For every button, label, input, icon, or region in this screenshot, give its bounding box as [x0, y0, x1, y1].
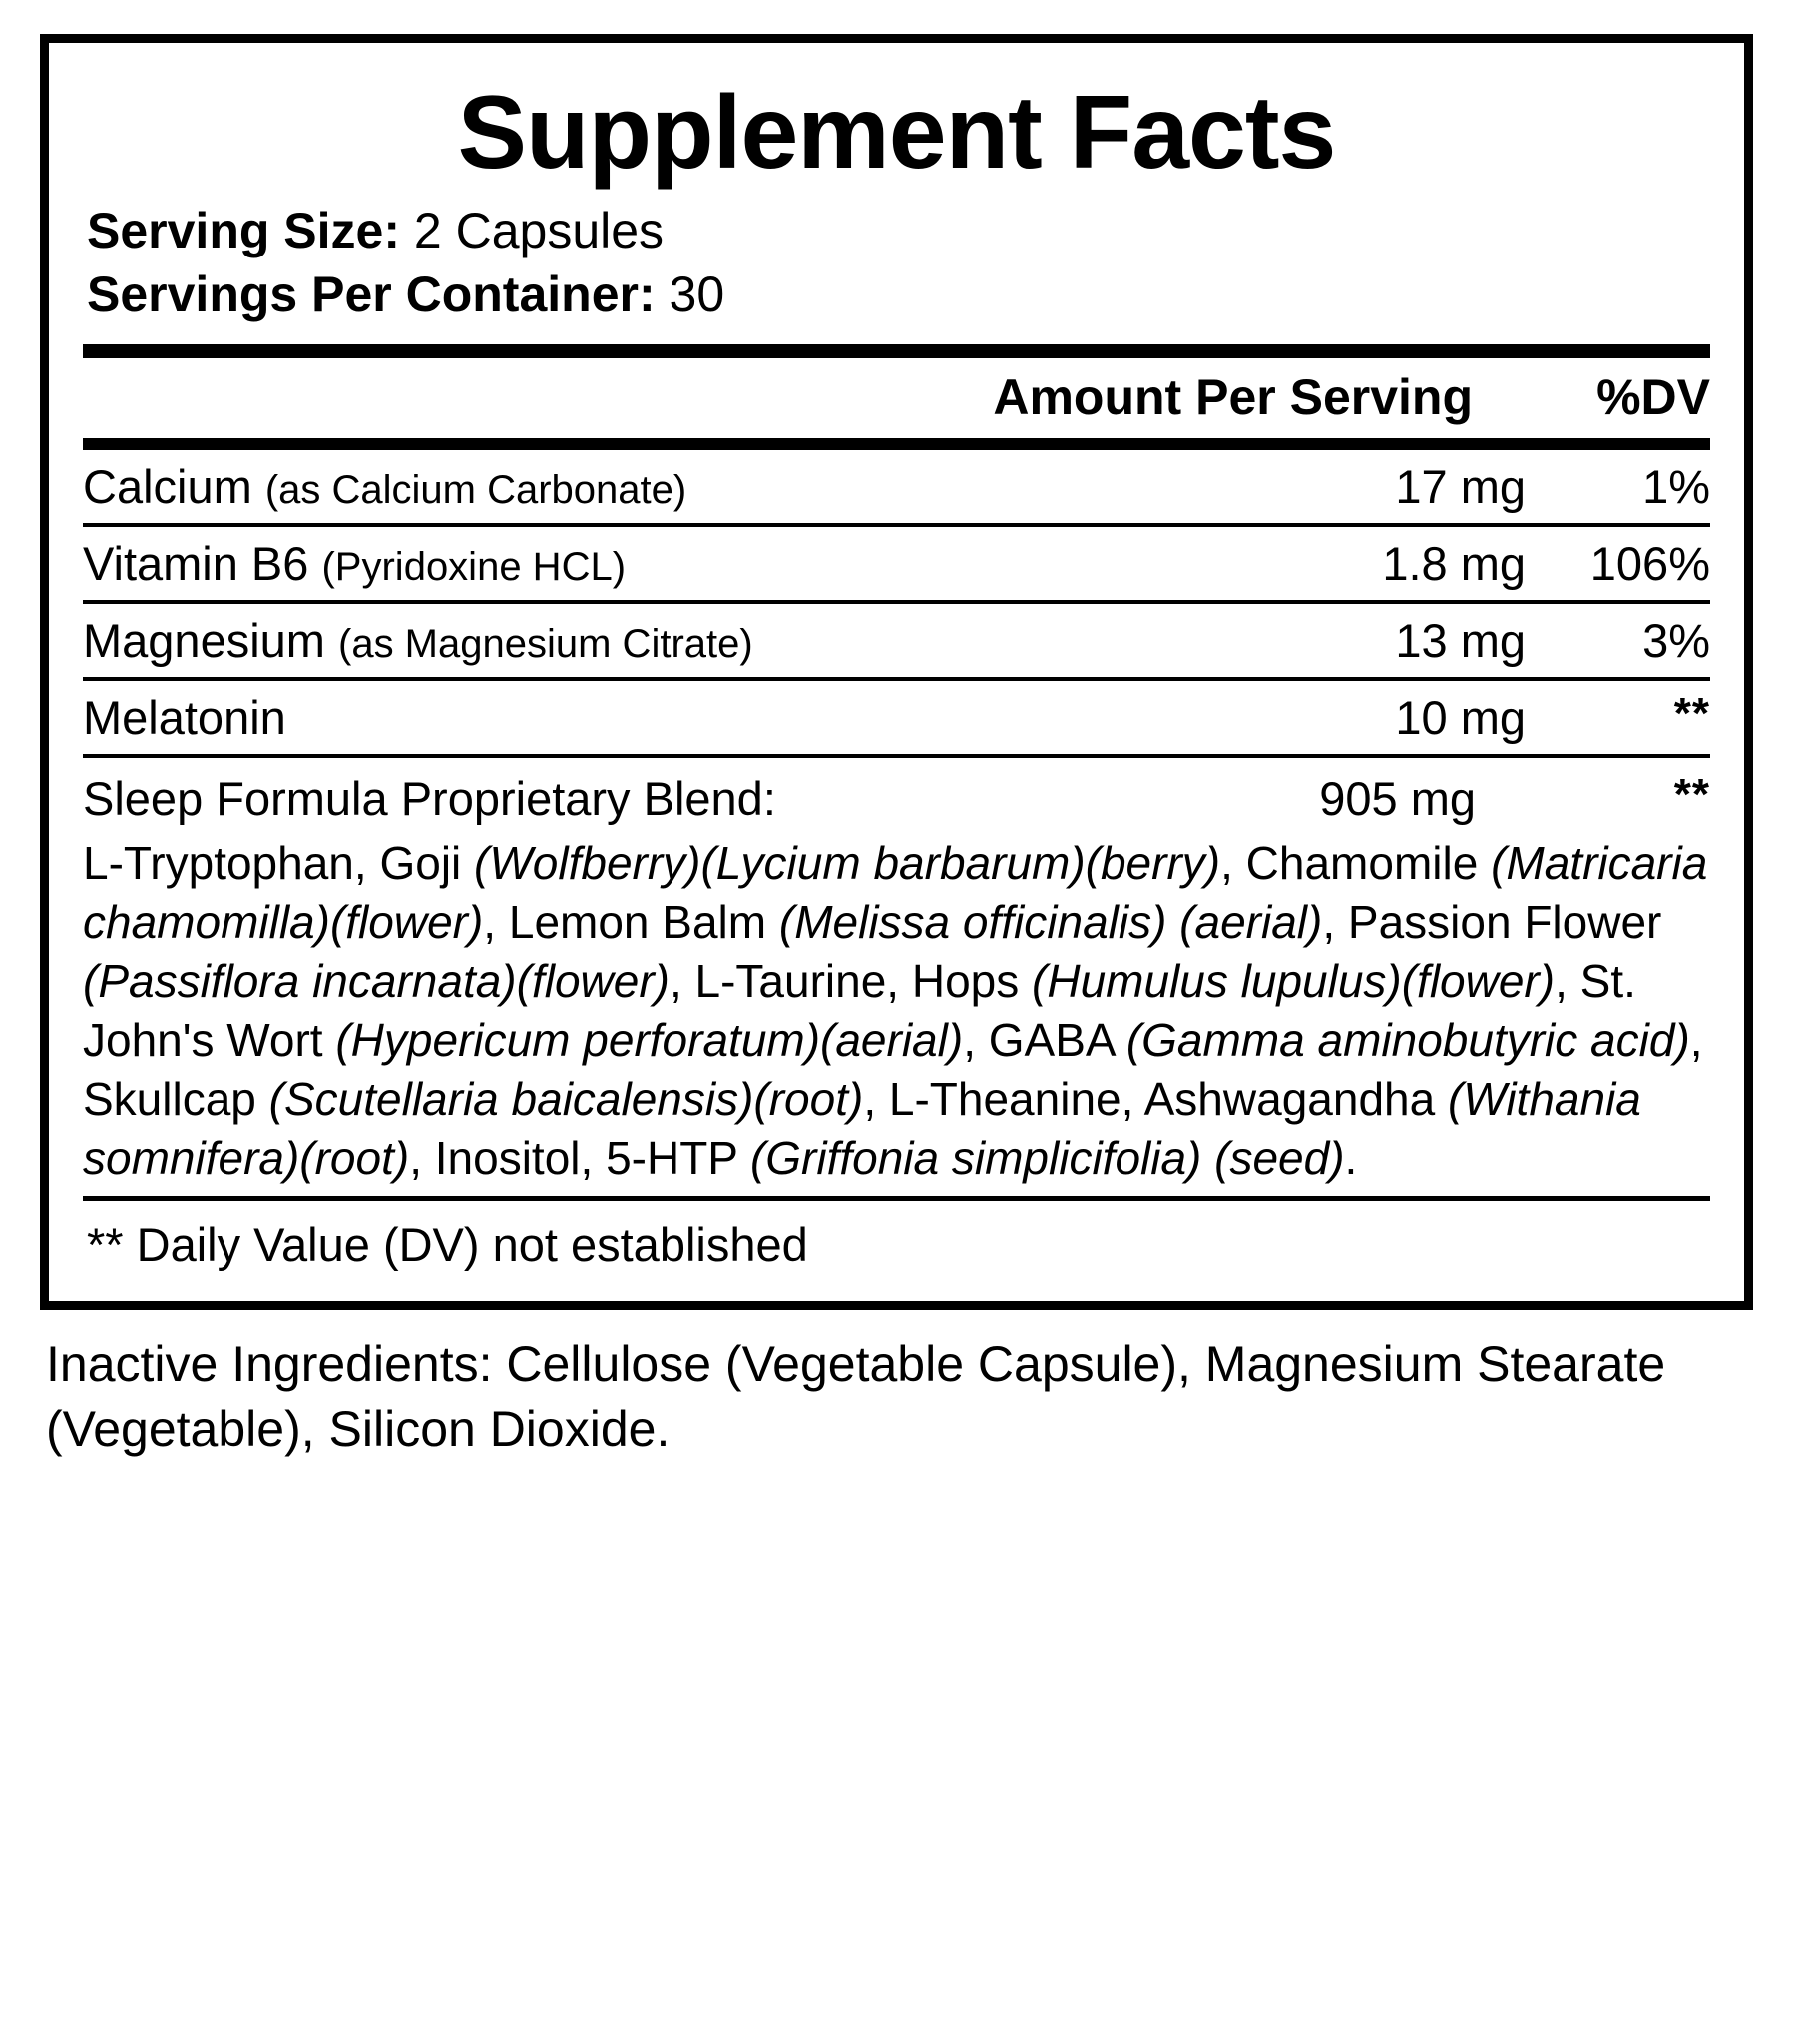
nutrient-dv: 1%	[1526, 450, 1710, 525]
serving-size-value: 2 Capsules	[413, 203, 665, 259]
table-row	[83, 602, 1710, 679]
nutrient-name-cell	[83, 450, 1196, 525]
nutrient-name-cell	[83, 679, 1196, 756]
nutrient-dv: 3%	[1526, 602, 1710, 679]
blend-name: Sleep Formula Proprietary Blend:	[83, 772, 776, 826]
table-header-row	[83, 358, 1710, 438]
servings-per-container-value: 30	[669, 266, 725, 323]
nutrient-name: Melatonin	[83, 691, 286, 745]
nutrient-amount: 10 mg	[1196, 679, 1526, 756]
nutrient-dv	[1526, 679, 1710, 756]
nutrient-amount: 1.8 mg	[1196, 525, 1526, 602]
nutrient-name-detail: (as Magnesium Citrate)	[338, 622, 753, 667]
table-row	[83, 525, 1710, 602]
blend-ingredients: L-Tryptophan, Goji (Wolfberry)(Lycium barbarum)(berry), Chamomile (Matricaria chamomilla)(flower), Lemon Balm (Melissa officinalis) (aerial), Passion Flower (Passiflora incarnata)(flower), L-Taurine, Hops (Humulus lupulus)(flower), St. John's Wort (Hypericum perforatum)(aerial), GABA (Gamma aminobutyric acid), Skullcap (Scutellaria baicalensis)(root), L-Theanine, Ashwagandha (Withania somnifera)(root), Inositol, 5-HTP (Griffonia simplicifolia) (seed).	[83, 837, 1708, 1184]
nutrient-dv: 106%	[1526, 525, 1710, 602]
nutrient-name-detail: (Pyridoxine HCL)	[321, 545, 627, 590]
divider-thick-top	[83, 344, 1710, 358]
blend-dv	[1526, 756, 1710, 828]
nutrient-name: Vitamin B6	[83, 537, 322, 591]
blend-amount: 905 mg	[1319, 772, 1476, 826]
nutrient-name: Calcium	[83, 460, 265, 514]
serving-size-line	[87, 199, 1710, 262]
nutrient-name-detail: (as Calcium Carbonate)	[264, 468, 687, 513]
supplement-facts-panel	[40, 34, 1753, 1310]
panel-title: Supplement Facts	[457, 75, 1336, 191]
table-row-blend	[83, 756, 1710, 828]
table-row	[83, 679, 1710, 756]
servings-per-container-label: Servings Per Container:	[87, 266, 656, 323]
nutrient-name: Magnesium	[83, 614, 338, 668]
dv-not-established-marker: **	[1673, 770, 1710, 820]
nutrient-amount: 17 mg	[1196, 450, 1526, 525]
nutrient-name-cell	[83, 525, 1196, 602]
dv-footnote: ** Daily Value (DV) not established	[87, 1217, 808, 1271]
servings-per-container-line	[87, 262, 1710, 326]
divider-med-under-header	[83, 438, 1710, 450]
header-percent-dv: %DV	[1596, 369, 1710, 426]
table-row	[83, 450, 1710, 525]
header-amount-per-serving: Amount Per Serving	[993, 369, 1473, 426]
inactive-ingredients: Inactive Ingredients: Cellulose (Vegetable Capsule), Magnesium Stearate (Vegetable), Silicon Dioxide.	[46, 1335, 1666, 1457]
serving-size-label: Serving Size:	[87, 203, 400, 259]
nutrient-amount: 13 mg	[1196, 602, 1526, 679]
nutrients-table	[83, 450, 1710, 828]
nutrient-name-cell	[83, 602, 1196, 679]
dv-not-established-marker: **	[1673, 689, 1710, 739]
